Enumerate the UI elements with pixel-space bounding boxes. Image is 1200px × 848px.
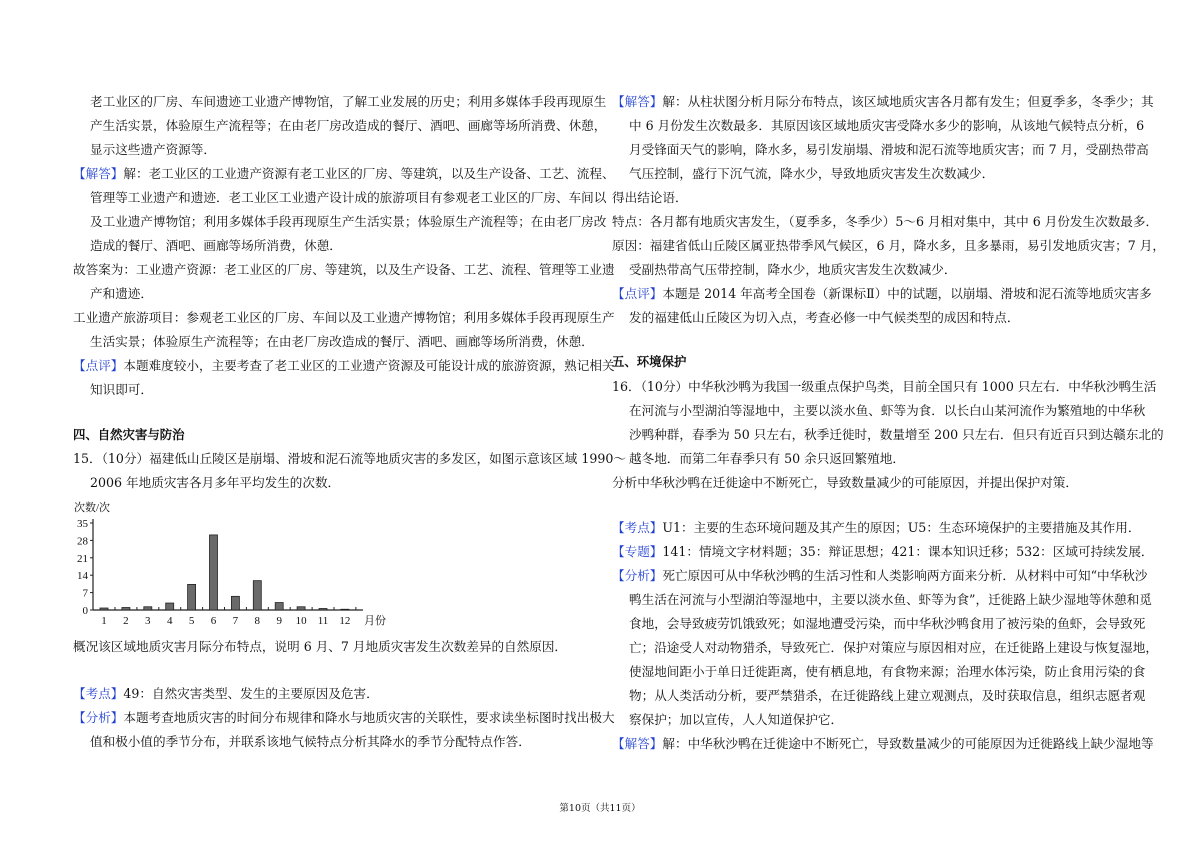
- line-text: 气压控制，盛行下沉气流，降水少，导致地质灾害发生次数减少．: [629, 166, 995, 181]
- text-line: [73, 447, 626, 471]
- text-line: [73, 282, 593, 306]
- line-text: 16．（10分）中华秋沙鸭为我国一级重点保护鸟类，目前全国只有 1000 只左右．中华秋沙鸭生活: [612, 379, 1157, 394]
- line-text: 显示这些遗产资源等．: [90, 142, 216, 157]
- line-text: 使湿地间距小于单日迁徙距离，使有栖息地，有食物来源；治理水体污染，防止食用污染的食: [629, 664, 1146, 679]
- x-axis-label: 月份: [364, 615, 386, 627]
- text-line: [612, 423, 1164, 447]
- question-15: [73, 447, 626, 495]
- text-line: [612, 447, 1132, 471]
- text-line: [612, 516, 1141, 540]
- text-line: [612, 399, 1146, 423]
- y-tick-label: 35: [77, 518, 88, 530]
- bar-month-3: [144, 607, 152, 610]
- text-line: [612, 306, 1132, 330]
- right-block-answer-15: [612, 90, 1165, 330]
- line-text: 产和遗迹．: [90, 286, 153, 301]
- page-footer: 第10页（共11页）: [559, 803, 641, 814]
- text-line: [73, 138, 593, 162]
- text-line: [73, 162, 615, 186]
- text-line: [73, 471, 593, 495]
- text-line: [612, 684, 1146, 708]
- section-label: 【点评】: [612, 286, 663, 301]
- bar-month-6: [210, 535, 218, 610]
- line-text: 141：情境文字材料题；35：辩证思想；421：课本知识迁移；532：区域可持续发展．: [662, 544, 1154, 559]
- line-text: 解：从柱状图分析月际分布特点，该区域地质灾害各月都有发生；但夏季多，冬季少；其: [662, 94, 1154, 109]
- line-text: U1：主要的生态环境问题及其产生的原因；U5：生态环境保护的主要措施及其作用．: [662, 520, 1141, 535]
- section-label: 【专题】: [612, 544, 663, 559]
- line-text: 知识即可．: [90, 382, 153, 397]
- x-tick-label: 1: [101, 615, 107, 627]
- line-text: 故答案为：工业遗产资源：老工业区的厂房、等建筑，以及生产设备、工艺、流程、管理等工业遗: [73, 262, 615, 277]
- x-tick-label: 9: [276, 615, 282, 627]
- text-line: [612, 186, 1132, 210]
- line-text: 值和极小值的季节分布，并联系该地气候特点分析其降水的季节分配特点作答．: [90, 734, 531, 749]
- line-text: 产生活实景，体验原生产流程等；在由老厂房改造成的餐厅、酒吧、画廊等场所消费、休憩，: [90, 118, 607, 133]
- question-16: [612, 375, 1164, 495]
- line-text: 造成的餐厅、酒吧、画廊等场所消费，休憩．: [90, 238, 342, 253]
- left-block-analysis-15: [73, 682, 615, 754]
- text-line: [612, 612, 1146, 636]
- x-tick-label: 11: [317, 615, 329, 627]
- x-tick-label: 10: [295, 615, 307, 627]
- bar-month-9: [275, 603, 283, 610]
- line-text: 49：自然灾害类型、发生的主要原因及危害．: [123, 686, 379, 701]
- disaster-bar-chart: [60, 495, 386, 630]
- line-text: 原因：福建省低山丘陵区属亚热带季风气候区，6 月，降水多，且多暴雨，易引发地质灾害；7 月，: [612, 238, 1165, 253]
- line-text: 亡；沿途受人对动物猎杀，导致死亡．保护对策应与原因相对应，在迁徙路上建设与恢复湿地，: [629, 640, 1158, 655]
- text-line: [73, 306, 615, 330]
- y-axis-label: 次数/次: [74, 502, 111, 514]
- line-text: 中 6 月份发生次数最多．其原因该区域地质灾害受降水多少的影响，从该地气候特点分析，6: [629, 118, 1145, 133]
- text-line: [612, 471, 1132, 495]
- text-line: [73, 378, 593, 402]
- line-text: 本题难度较小，主要考查了老工业区的工业遗产资源及可能设计成的旅游资源，熟记相关: [123, 358, 615, 373]
- line-text: 解：中华秋沙鸭在迁徙途中不断死亡，导致数量减少的可能原因为迁徙路线上缺少湿地等: [662, 736, 1154, 751]
- line-text: 察保护；加以宣传，人人知道保护它．: [629, 712, 844, 727]
- text-line: [612, 732, 1154, 756]
- line-text: 分析中华秋沙鸭在迁徙途中不断死亡，导致数量减少的可能原因，并提出保护对策．: [612, 475, 1078, 490]
- y-tick-label: 28: [77, 535, 88, 548]
- text-line: [73, 258, 615, 282]
- x-tick-label: 2: [123, 615, 129, 627]
- y-tick-label: 21: [77, 552, 88, 565]
- text-line: [612, 660, 1146, 684]
- section-heading-natural-disasters: 四、自然灾害与防治: [73, 427, 185, 442]
- y-tick-label: 7: [82, 587, 88, 600]
- text-line: [612, 90, 1154, 114]
- line-text: 2006 年地质灾害各月多年平均发生的次数．: [90, 475, 341, 490]
- line-text: 物；从人类活动分析，要严禁猎杀，在迁徙路线上建立观测点，及时获取信息，组织志愿者观: [629, 688, 1146, 703]
- section-label: 【考点】: [612, 520, 663, 535]
- text-line: [612, 375, 1157, 399]
- text-line: [612, 282, 1152, 306]
- x-tick-label: 4: [166, 615, 173, 627]
- bar-month-4: [166, 603, 174, 610]
- line-text: 本题是 2014 年高考全国卷（新课标Ⅱ）中的试题，以崩塌、滑坡和泥石流等地质灾害多: [662, 286, 1152, 301]
- line-text: 及工业遗产博物馆；利用多媒体手段再现原生产生活实景；体验原生产流程等；在由老厂房改: [90, 214, 607, 229]
- text-line: [73, 90, 607, 114]
- line-text: 得出结论语．: [612, 190, 688, 205]
- right-block-analysis-16: [612, 516, 1158, 756]
- section-label: 【解答】: [612, 736, 663, 751]
- text-line: [73, 210, 607, 234]
- line-text: 鸭生活在河流与小型湖泊等湿地中，主要以淡水鱼、虾等为食”，迁徙路上缺少湿地等休憩和觅: [629, 592, 1152, 607]
- x-tick-label: 7: [232, 615, 239, 627]
- line-text: 工业遗产旅游项目：参观老工业区的厂房、车间以及工业遗产博物馆；利用多媒体手段再现原生产: [73, 310, 615, 325]
- text-line: [73, 730, 593, 754]
- section-label: 【解答】: [73, 166, 124, 181]
- text-line: [73, 330, 593, 354]
- bar-month-10: [297, 607, 305, 610]
- line-text: 受副热带高气压带控制，降水少，地质灾害发生次数减少．: [629, 262, 957, 277]
- x-tick-label: 8: [254, 615, 261, 627]
- section-label: 【分析】: [73, 710, 124, 725]
- bar-month-8: [253, 581, 261, 610]
- text-line: [612, 114, 1145, 138]
- line-text: 特点：各月都有地质灾害发生，（夏季多，冬季少）5～6 月相对集中，其中 6 月份发生次数最多．: [612, 214, 1159, 229]
- text-line: [73, 186, 607, 210]
- x-tick-label: 3: [145, 615, 151, 627]
- text-line: [73, 234, 593, 258]
- text-line: [73, 682, 593, 706]
- x-tick-label: 12: [339, 615, 351, 627]
- bar-month-5: [188, 584, 196, 610]
- line-text: 解：老工业区的工业遗产资源有老工业区的厂房、等建筑，以及生产设备、工艺、流程、: [123, 166, 615, 181]
- line-text: 发的福建低山丘陵区为切入点，考查必修一中气候类型的成因和特点．: [629, 310, 1020, 325]
- text-line: [612, 540, 1154, 564]
- section-heading-environment: 五、环境保护: [612, 354, 687, 369]
- line-text: 食地，会导致疲劳饥饿致死；如湿地遭受污染，而中华秋沙鸭食用了被污染的鱼虾，会导致死: [629, 616, 1146, 631]
- line-text: 在河流与小型湖泊等湿地中，主要以淡水鱼、虾等为食．以长白山某河流作为繁殖地的中华秋: [629, 403, 1146, 418]
- text-line: [612, 234, 1165, 258]
- text-line: [73, 114, 607, 138]
- x-tick-label: 6: [210, 615, 217, 627]
- line-text: 老工业区的厂房、车间遗迹工业遗产博物馆，了解工业发展的历史；利用多媒体手段再现原生: [90, 94, 607, 109]
- line-text: 死亡原因可从中华秋沙鸭的生活习性和人类影响两方面来分析．从材料中可知“中华秋沙: [662, 568, 1148, 583]
- text-line: [612, 588, 1152, 612]
- text-line: [612, 258, 1132, 282]
- bar-month-12: [341, 609, 349, 610]
- line-text: 15．（10分）福建低山丘陵区是崩塌、滑坡和泥石流等地质灾害的多发区，如图示意该区域 1990～: [73, 451, 626, 466]
- line-text: 生活实景；体验原生产流程等；在由老厂房改造成的餐厅、酒吧、画廊等场所消费，休憩．: [90, 334, 594, 349]
- text-line: [73, 706, 615, 730]
- line-text: 管理等工业遗产和遗迹．老工业区工业遗产设计成的旅游项目有参观老工业区的厂房、车间以: [90, 190, 607, 205]
- text-line: [612, 564, 1148, 588]
- text-line: [73, 354, 615, 378]
- section-label: 【点评】: [73, 358, 124, 373]
- x-tick-label: 5: [188, 615, 195, 627]
- left-block-answer-industrial: [73, 90, 615, 402]
- text-line: [612, 162, 1132, 186]
- line-text: 越冬地．而第二年春季只有 50 余只返回繁殖地．: [629, 451, 905, 466]
- bar-month-2: [122, 608, 130, 610]
- text-line: [612, 210, 1159, 234]
- text-line: [612, 138, 1149, 162]
- section-label: 【考点】: [73, 686, 124, 701]
- line-text: 沙鸭种群，春季为 50 只左右，秋季迁徙时，数量增至 200 只左右．但只有近百只到达赣东北的: [629, 427, 1164, 442]
- question-15-prompt: 概况该区域地质灾害月际分布特点，说明 6 月、7 月地质灾害发生次数差异的自然原因．: [73, 639, 568, 654]
- section-label: 【解答】: [612, 94, 663, 109]
- text-line: [612, 708, 1132, 732]
- bar-month-11: [319, 609, 327, 610]
- y-tick-label: 0: [82, 605, 88, 617]
- line-text: 月受锋面天气的影响，降水多，易引发崩塌、滑坡和泥石流等地质灾害；而 7 月，受副热带高: [629, 142, 1149, 157]
- y-tick-label: 14: [77, 570, 88, 583]
- bar-month-7: [231, 596, 239, 610]
- text-line: [612, 636, 1158, 660]
- line-text: 本题考查地质灾害的时间分布规律和降水与地质灾害的关联性，要求读坐标图时找出极大: [123, 710, 615, 725]
- bar-month-1: [100, 608, 108, 610]
- section-label: 【分析】: [612, 568, 663, 583]
